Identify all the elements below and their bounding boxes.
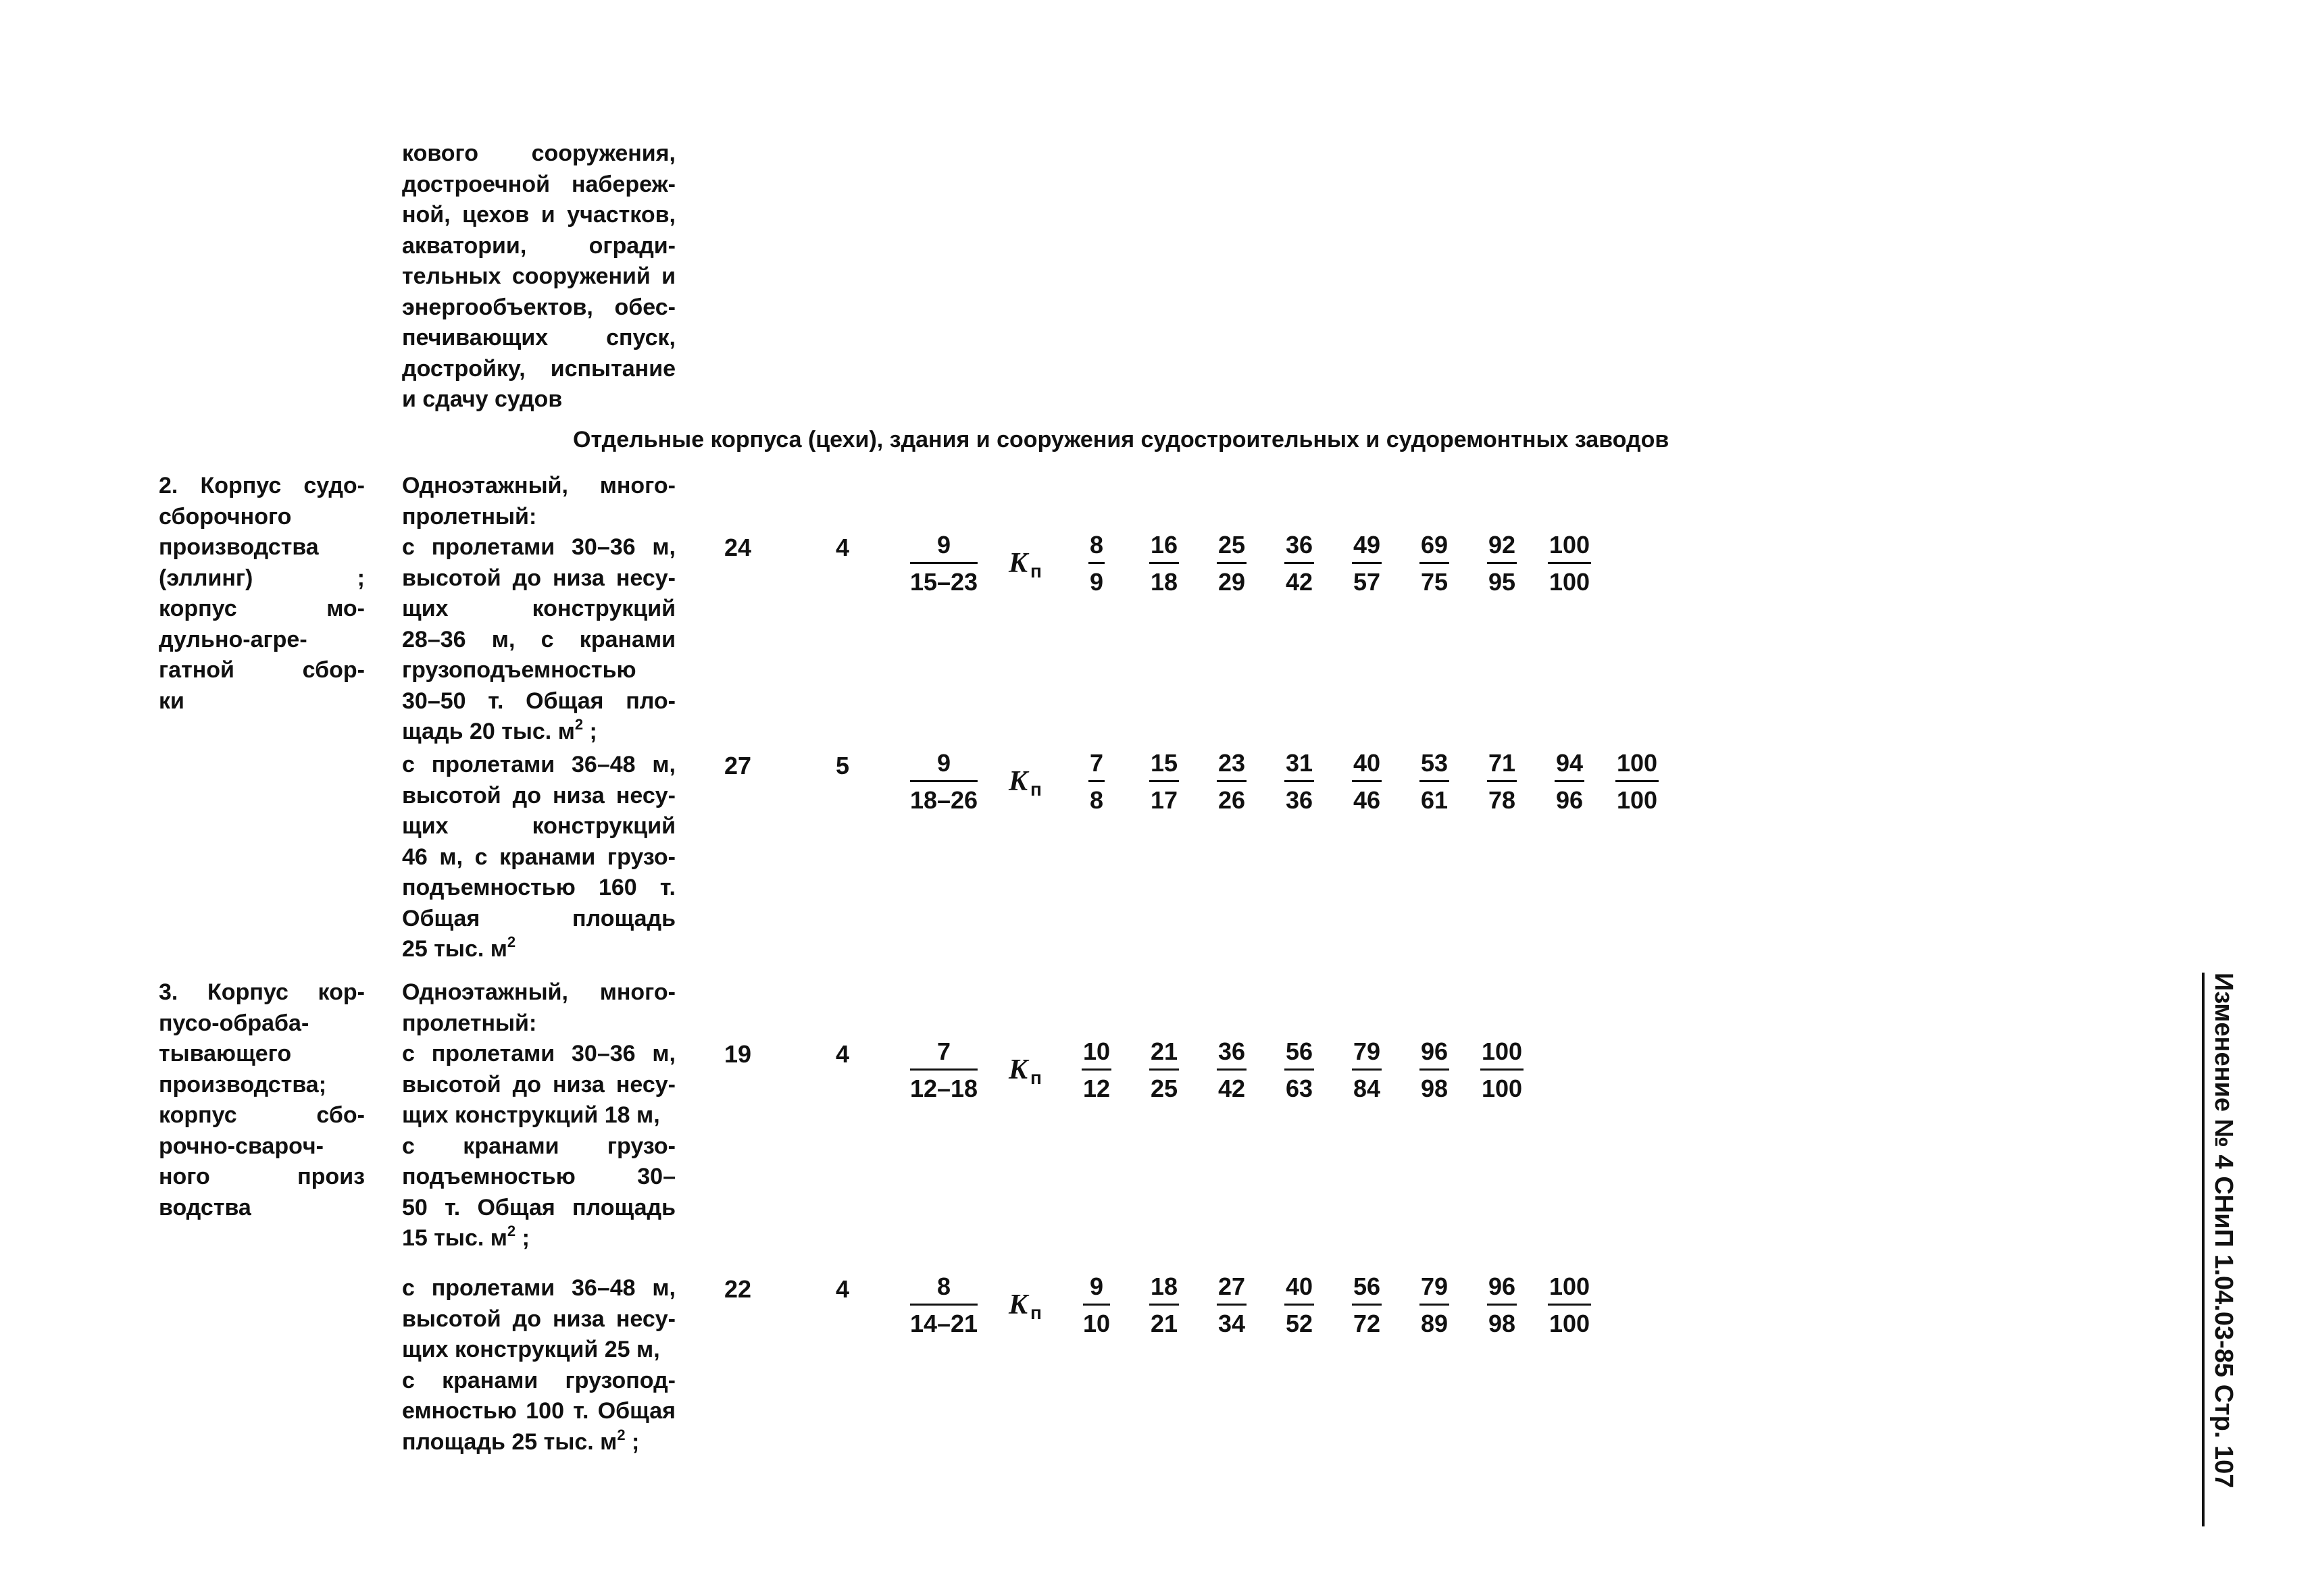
denominator: 84 — [1353, 1075, 1381, 1102]
denominator: 17 — [1150, 786, 1178, 814]
numerator: 8 — [1088, 531, 1105, 564]
duration-fraction — [910, 749, 978, 815]
numerator: 96 — [1487, 1272, 1517, 1306]
value-col1: 24 — [724, 534, 752, 561]
denominator: 46 — [1353, 786, 1381, 814]
ratio-fraction — [1419, 531, 1449, 596]
value-col2: 4 — [836, 1040, 850, 1068]
denominator: 34 — [1217, 1310, 1246, 1337]
superscript-2: 2 — [507, 933, 516, 950]
denominator: 95 — [1488, 568, 1516, 596]
text-line: подъемностью 30– — [402, 1164, 676, 1189]
text-line: пролетный: — [402, 1010, 537, 1036]
text-line: 50 т. Общая площадь — [402, 1194, 676, 1220]
ratio-fraction — [1615, 749, 1659, 815]
numerator: 9 — [910, 749, 978, 782]
ratio-fraction — [1149, 749, 1179, 815]
denominator: 96 — [1555, 786, 1584, 814]
duration-fraction — [910, 1272, 978, 1338]
text-line: высотой до низа несу- — [402, 782, 676, 808]
text-line: пролетный: — [402, 503, 537, 530]
denominator: 14–21 — [909, 1310, 978, 1337]
ratio-fraction — [1487, 749, 1517, 815]
numerator: 40 — [1352, 749, 1382, 782]
ratio-fraction — [1149, 1037, 1179, 1103]
text-line: высотой до низа несу- — [402, 1306, 676, 1332]
row-description — [402, 1273, 676, 1458]
text-line: ного произ — [159, 1164, 365, 1189]
denominator: 61 — [1420, 786, 1449, 814]
text-line: 30–50 т. Общая пло- — [402, 688, 676, 714]
numerator: 36 — [1284, 531, 1314, 564]
denominator: 8 — [1089, 786, 1104, 814]
ratio-fraction — [1352, 1272, 1382, 1338]
ratio-fraction — [1284, 1272, 1314, 1338]
numerator: 9 — [910, 531, 978, 564]
denominator: 75 — [1420, 568, 1449, 596]
value-col2: 4 — [836, 534, 850, 561]
numerator: 79 — [1352, 1037, 1382, 1071]
denominator: 42 — [1285, 568, 1313, 596]
value-col1: 19 — [724, 1040, 752, 1068]
denominator: 100 — [1616, 786, 1658, 814]
text-line: 28–36 м, с кранами — [402, 626, 676, 652]
denominator: 72 — [1353, 1310, 1381, 1337]
numerator: 100 — [1548, 1272, 1591, 1306]
denominator: 100 — [1549, 1310, 1590, 1337]
text-line: кового сооружения, — [402, 140, 676, 166]
superscript-2: 2 — [574, 716, 584, 733]
ratio-fraction — [1555, 749, 1584, 815]
numerator: 94 — [1555, 749, 1584, 782]
text-line: и сдачу судов — [402, 386, 563, 412]
numerator: 100 — [1615, 749, 1659, 782]
superscript-2: 2 — [507, 1222, 516, 1239]
denominator: 42 — [1217, 1075, 1246, 1102]
denominator: 12 — [1082, 1075, 1111, 1102]
text-line: Одноэтажный, много- — [402, 473, 676, 498]
intro-description — [402, 138, 676, 415]
numerator: 8 — [910, 1272, 978, 1306]
text-line: щих конструкций — [402, 596, 676, 621]
text-line: щих конструкций 18 м, — [402, 1102, 660, 1128]
denominator: 52 — [1285, 1310, 1313, 1337]
text-line: емностью 100 т. Общая — [402, 1398, 676, 1424]
text-line: производства; — [159, 1071, 327, 1098]
ratio-fraction — [1149, 531, 1179, 596]
numerator: 79 — [1419, 1272, 1449, 1306]
numerator: 9 — [1083, 1272, 1110, 1306]
coefficient-kp: K $_п$ — [1009, 1054, 1042, 1088]
text-line: с пролетами 36–48 м, — [402, 752, 676, 777]
text-line: корпус мо- — [159, 596, 365, 621]
ratio-fraction — [1419, 1272, 1449, 1338]
text-line: достроечной набереж- — [402, 171, 676, 197]
text-line: 25 тыс. $м^2$ — [402, 933, 516, 962]
denominator: 10 — [1082, 1310, 1111, 1337]
item-name — [159, 977, 365, 1223]
numerator: 53 — [1419, 749, 1449, 782]
denominator: 15–23 — [909, 568, 978, 596]
ratio-fraction — [1284, 1037, 1314, 1103]
ratio-fraction — [1088, 531, 1105, 596]
ratio-fraction — [1284, 749, 1314, 815]
ratio-fraction — [1352, 531, 1382, 596]
denominator: 12–18 — [909, 1075, 978, 1102]
ratio-fraction — [1487, 1272, 1517, 1338]
ratio-fraction — [1548, 531, 1591, 596]
text-line: корпус сбо- — [159, 1102, 365, 1128]
ratio-fraction — [1352, 749, 1382, 815]
denominator: 36 — [1285, 786, 1313, 814]
value-col2: 4 — [836, 1275, 850, 1303]
denominator: 25 — [1150, 1075, 1178, 1102]
numerator: 21 — [1149, 1037, 1179, 1071]
text-line: производства — [159, 534, 319, 560]
ratio-fraction — [1217, 1272, 1247, 1338]
denominator: 100 — [1481, 1075, 1523, 1102]
denominator: 57 — [1353, 568, 1381, 596]
ratio-fraction — [1419, 1037, 1449, 1103]
row-description — [402, 977, 676, 1254]
numerator: 49 — [1352, 531, 1382, 564]
coefficient-kp: K $_п$ — [1009, 1289, 1042, 1323]
row-description — [402, 471, 676, 748]
text-line: щадь 20 тыс. $м^2$ ; — [402, 716, 597, 744]
numerator: 10 — [1082, 1037, 1111, 1071]
value-col1: 22 — [724, 1275, 752, 1303]
text-line: щих конструкций 25 м, — [402, 1337, 660, 1362]
text-line: водства — [159, 1194, 251, 1220]
text-line: Общая площадь — [402, 905, 676, 931]
ratio-fraction — [1548, 1272, 1591, 1338]
denominator: 18–26 — [909, 786, 978, 814]
text-line: сборочного — [159, 503, 292, 530]
numerator: 27 — [1217, 1272, 1247, 1306]
text-line: достройку, испытание — [402, 355, 676, 382]
denominator: 63 — [1285, 1075, 1313, 1102]
numerator: 16 — [1149, 531, 1179, 564]
denominator: 9 — [1089, 568, 1104, 596]
numerator: 100 — [1548, 531, 1591, 564]
value-col2: 5 — [836, 752, 850, 779]
text-line: 3. Корпус кор- — [159, 979, 365, 1005]
numerator: 100 — [1480, 1037, 1524, 1071]
text-line: с пролетами 36–48 м, — [402, 1275, 676, 1301]
duration-fraction — [910, 1037, 978, 1103]
numerator: 56 — [1284, 1037, 1314, 1071]
text-line: дульно-агре- — [159, 626, 307, 652]
ratio-fraction — [1088, 749, 1105, 815]
text-line: акватории, огради- — [402, 232, 676, 259]
numerator: 56 — [1352, 1272, 1382, 1306]
numerator: 15 — [1149, 749, 1179, 782]
value-col1: 27 — [724, 752, 752, 779]
numerator: 25 — [1217, 531, 1247, 564]
side-caption: Изменение № 4 СНиП 1.04.03-85 Стр. 107 — [2202, 973, 2240, 1526]
text-line: рочно-сварoч- — [159, 1133, 324, 1159]
text-line: с кранами грузопод- — [402, 1367, 676, 1393]
text-line: подъемностью 160 т. — [402, 875, 676, 900]
numerator: 7 — [910, 1037, 978, 1071]
text-line: щих конструкций — [402, 813, 676, 839]
numerator: 23 — [1217, 749, 1247, 782]
text-line: ной, цехов и участков, — [402, 202, 676, 228]
text-line: с пролетами 30–36 м, — [402, 1041, 676, 1066]
numerator: 92 — [1487, 531, 1517, 564]
denominator: 89 — [1420, 1310, 1449, 1337]
duration-fraction — [910, 531, 978, 596]
denominator: 26 — [1217, 786, 1246, 814]
text-line: грузоподъемностью — [402, 657, 636, 683]
ratio-fraction — [1480, 1037, 1524, 1103]
ratio-fraction — [1217, 749, 1247, 815]
denominator: 29 — [1217, 568, 1246, 596]
denominator: 100 — [1549, 568, 1590, 596]
text-line: ки — [159, 688, 184, 714]
numerator: 18 — [1149, 1272, 1179, 1306]
text-line: тывающего — [159, 1041, 292, 1066]
text-line: 15 тыс. $м^2$ ; — [402, 1222, 530, 1251]
superscript-2: 2 — [617, 1426, 626, 1443]
ratio-fraction — [1217, 531, 1247, 596]
denominator: 21 — [1150, 1310, 1178, 1337]
text-line: высотой до низа несу- — [402, 565, 676, 591]
ratio-fraction — [1149, 1272, 1179, 1338]
text-line: (эллинг) ; — [159, 565, 365, 591]
ratio-fraction — [1487, 531, 1517, 596]
text-line: тельных сооружений и — [402, 263, 676, 289]
numerator: 40 — [1284, 1272, 1314, 1306]
row-description — [402, 750, 676, 965]
coefficient-kp: K $_п$ — [1009, 766, 1042, 800]
numerator: 36 — [1217, 1037, 1247, 1071]
numerator: 31 — [1284, 749, 1314, 782]
text-line: площадь 25 тыс. $м^2$ ; — [402, 1426, 640, 1455]
ratio-fraction — [1284, 531, 1314, 596]
item-name — [159, 471, 365, 717]
numerator: 96 — [1419, 1037, 1449, 1071]
denominator: 78 — [1488, 786, 1516, 814]
ratio-fraction — [1419, 749, 1449, 815]
text-line: печивающих спуск, — [402, 325, 676, 351]
ratio-fraction — [1352, 1037, 1382, 1103]
denominator: 18 — [1150, 568, 1178, 596]
text-line: с кранами грузо- — [402, 1133, 676, 1159]
text-line: пусо-обраба- — [159, 1010, 309, 1036]
denominator: 98 — [1488, 1310, 1516, 1337]
denominator: 98 — [1420, 1075, 1449, 1102]
coefficient-kp: K $_п$ — [1009, 548, 1042, 582]
text-line: 46 м, с кранами грузо- — [402, 844, 676, 870]
text-line: высотой до низа несу- — [402, 1071, 676, 1098]
text-line: с пролетами 30–36 м, — [402, 534, 676, 560]
ratio-fraction — [1083, 1272, 1110, 1338]
text-line: энергообъектов, обес- — [402, 294, 676, 320]
ratio-fraction — [1082, 1037, 1111, 1103]
ratio-fraction — [1217, 1037, 1247, 1103]
text-line: 2. Корпус судо- — [159, 473, 365, 498]
section-heading: Отдельные корпуса (цехи), здания и сооружения судостроительных и судоремонтных заводов — [573, 427, 1669, 453]
text-line: Одноэтажный, много- — [402, 979, 676, 1005]
text-line: гатной сбор- — [159, 657, 365, 683]
numerator: 7 — [1088, 749, 1105, 782]
numerator: 71 — [1487, 749, 1517, 782]
numerator: 69 — [1419, 531, 1449, 564]
